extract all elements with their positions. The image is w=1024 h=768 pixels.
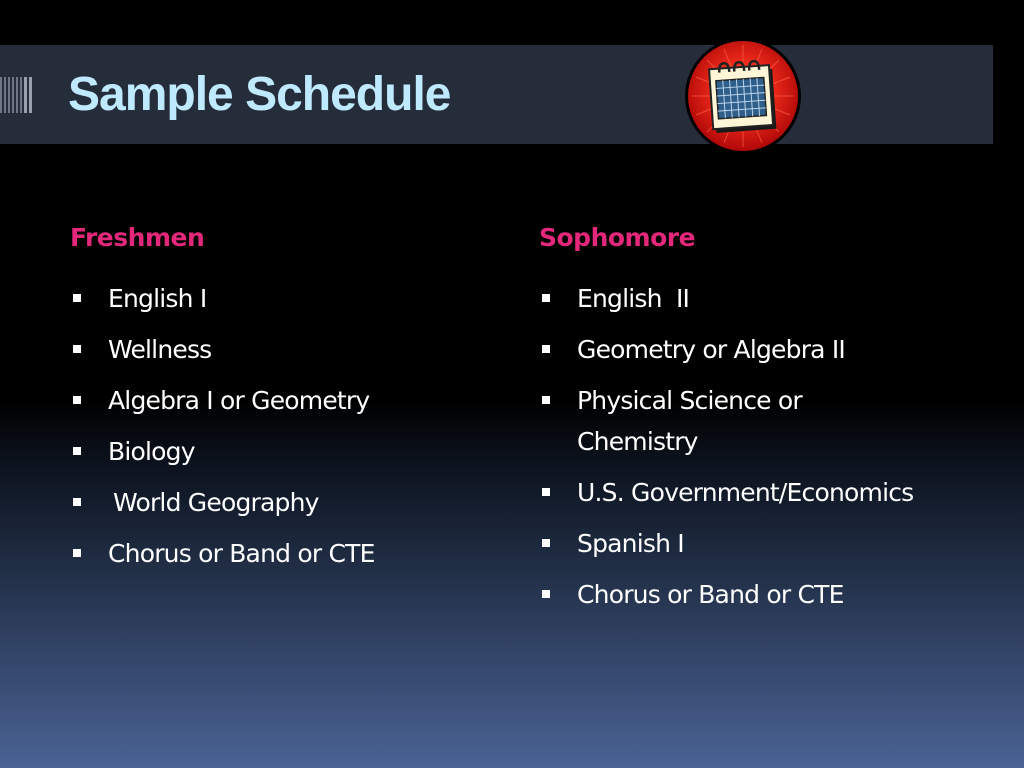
list-item bbox=[70, 482, 490, 523]
list-item bbox=[539, 574, 959, 615]
bullet-icon bbox=[542, 396, 550, 404]
list-item bbox=[539, 472, 957, 513]
list-item bbox=[539, 523, 959, 564]
bullet-icon bbox=[73, 396, 81, 404]
course-label: English I bbox=[108, 284, 207, 313]
bullet-icon bbox=[73, 549, 81, 557]
course-label: Algebra I or Geometry bbox=[108, 386, 370, 415]
course-label: Chorus or Band or CTE bbox=[577, 580, 844, 609]
bullet-icon bbox=[73, 294, 81, 302]
bullet-icon bbox=[73, 345, 81, 353]
bullet-icon bbox=[542, 590, 550, 598]
course-label: World Geography bbox=[113, 488, 319, 517]
list-item bbox=[70, 533, 490, 574]
list-item bbox=[70, 380, 490, 421]
column-heading-sophomore: Sophomore bbox=[539, 223, 696, 252]
calendar-icon bbox=[684, 37, 802, 155]
title-band bbox=[0, 45, 993, 144]
course-label: Spanish I bbox=[577, 529, 684, 558]
bullet-icon bbox=[542, 488, 550, 496]
sophomore-column bbox=[539, 218, 959, 625]
course-label: Geometry or Algebra II bbox=[577, 335, 845, 364]
decorative-stripes bbox=[0, 77, 34, 113]
freshmen-course-list bbox=[70, 278, 490, 574]
bullet-icon bbox=[542, 345, 550, 353]
column-heading-freshmen: Freshmen bbox=[70, 223, 205, 252]
bullet-icon bbox=[542, 294, 550, 302]
list-item bbox=[539, 329, 959, 370]
freshmen-column bbox=[70, 218, 490, 584]
course-label: Physical Science or Chemistry bbox=[577, 386, 802, 456]
bullet-icon bbox=[73, 447, 81, 455]
list-item bbox=[539, 380, 887, 462]
list-item bbox=[70, 431, 490, 472]
list-item bbox=[539, 278, 959, 319]
course-label: U.S. Government/Economics bbox=[577, 478, 914, 507]
bullet-icon bbox=[542, 539, 550, 547]
slide-title: Sample Schedule bbox=[68, 68, 451, 121]
course-label: Wellness bbox=[108, 335, 212, 364]
course-label: English II bbox=[577, 284, 690, 313]
list-item bbox=[70, 278, 490, 319]
course-label: Chorus or Band or CTE bbox=[108, 539, 375, 568]
bullet-icon bbox=[73, 498, 81, 506]
sophomore-course-list bbox=[539, 278, 959, 615]
list-item bbox=[70, 329, 490, 370]
course-label: Biology bbox=[108, 437, 195, 466]
